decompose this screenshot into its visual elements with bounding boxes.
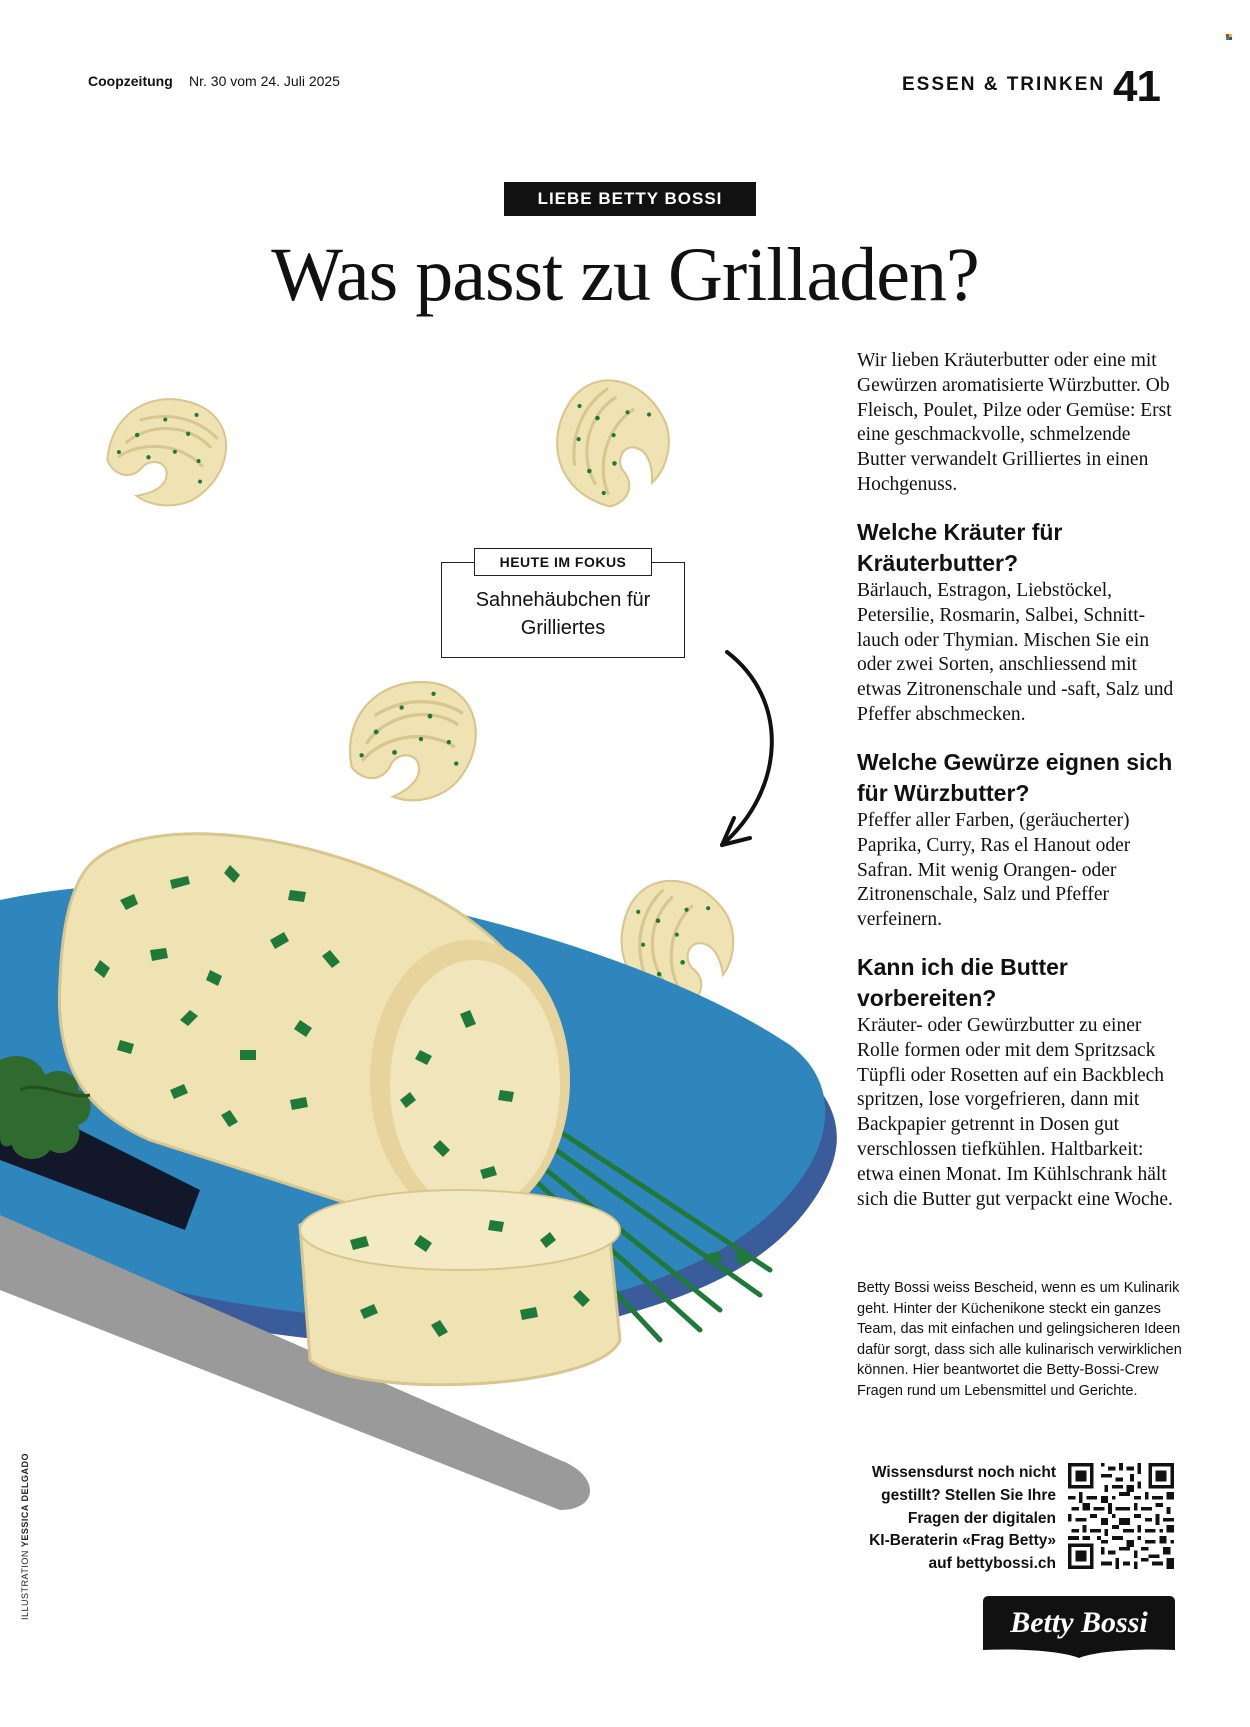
color-marks-icon — [1226, 34, 1236, 42]
illustration — [0, 360, 840, 1727]
page-title: Was passt zu Grilladen? — [271, 233, 979, 317]
page-number: 41 — [1113, 62, 1160, 111]
illustration-credit: ILLUSTRATION YESSICA DELGADO — [20, 1452, 30, 1620]
focus-text: Sahnehäubchen für Grilliertes — [475, 589, 651, 639]
qr-code-icon[interactable] — [1068, 1462, 1174, 1570]
kicker-badge: LIEBE BETTY BOSSI — [504, 182, 756, 216]
butter-rosette-icon — [344, 677, 481, 805]
section-title: ESSEN & TRINKEN — [902, 74, 1106, 95]
answer-herbs: Bärlauch, Estragon, Liebstöckel, Petersilie, Rosmarin, Salbei, Schnittlauch oder Thymian. Mischen Sie ein oder zwei Sorten, anschliessend mit etwas Zitronenschale und -saft, Salz und Pfeffer abschmecken. — [857, 580, 1174, 725]
issue-date: Nr. 30 vom 24. Juli 2025 — [189, 73, 340, 89]
question-spices: Welche Gewürze eignen sich für Würzbutter? — [857, 749, 1173, 806]
question-prepare: Kann ich die Butter vorbereiten? — [857, 954, 1068, 1011]
butter-rosette-icon — [101, 389, 234, 514]
answer-spices: Pfeffer aller Farben, (geräucherter) Paprika, Curry, Ras el Hanout oder Safran. Mit wenig Orangen- oder Zitronenschale, Salz und Pfeffer verfeinern. — [857, 810, 1131, 931]
cta-text: Wissensdurst noch nicht gestillt? Stellen Sie Ihre Fragen der digitalen KI-Beraterin «Frag Betty» auf bettybossi.ch — [869, 1464, 1056, 1573]
question-herbs: Welche Kräuter für Kräuterbutter? — [857, 519, 1063, 576]
answer-prepare: Kräuter- oder Gewürzbutter zu einer Rolle formen oder mit dem Spritzsack Tüpfli oder Rosetten auf ein Backblech spritzen, lose vorgefrieren, dann mit Backpapier getrennt in Dosen gut verschlossen tiefkühlen. Haltbarkeit: etwa einen Monat. Im Kühlschrank hält sich die Butter gut verpackt eine Woche. — [857, 1015, 1173, 1210]
butter-slice — [300, 1190, 620, 1385]
about-betty-bossi: Betty Bossi weiss Bescheid, wenn es um Kulinarik geht. Hinter der Küchenikone steckt ein ganzes Team, das mit einfachen und gelingsicheren Ideen dafür sorgt, dass sich alle kulinarisch verwirklichen können. Hier beantwortet die Betty-Bossi-Crew Fragen rund um Lebensmittel und Gerichte. — [857, 1280, 1182, 1399]
butter-rosette-icon — [539, 367, 686, 520]
publication-name: Coopzeitung — [88, 73, 173, 89]
curved-arrow-icon — [722, 652, 772, 845]
intro-paragraph: Wir lieben Kräuterbutter oder eine mit Gewürzen aromatisierte Würzbutter. Ob Fleisch, Poulet, Pilze oder Gemüse: Erst eine geschmackvolle, schmelzende Butter verwandelt Grilliertes in einen Hochgenuss. — [857, 350, 1172, 495]
focus-label: HEUTE IM FOKUS — [474, 548, 652, 576]
logo-text: Betty Bossi — [1010, 1606, 1148, 1639]
